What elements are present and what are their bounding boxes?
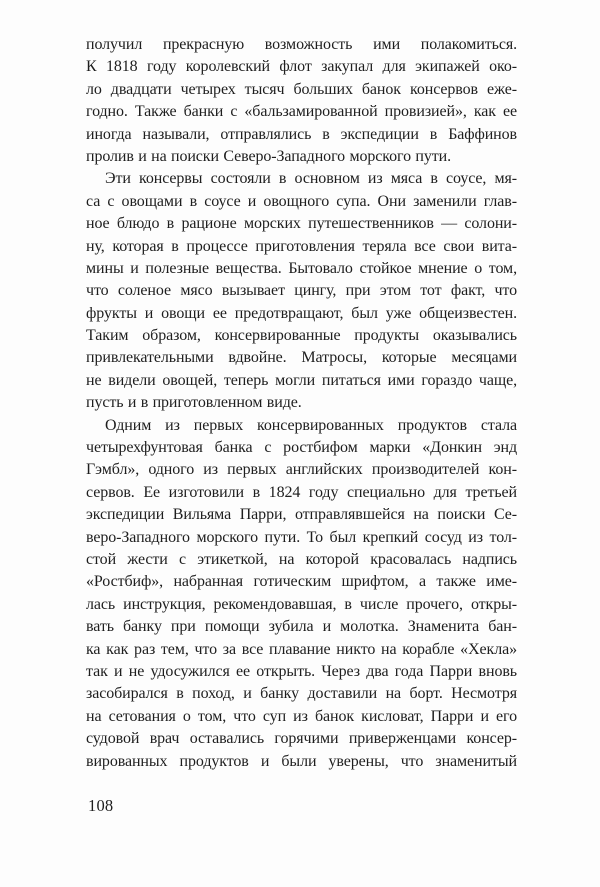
text-line: годно. Также банки с «бальзамированной провизией», как ее (86, 103, 517, 121)
text-line: привлекательными вдвойне. Матросы, которые месяцами (86, 349, 517, 367)
text-line: на сетования о том, что суп из банок кисловат, Парри и его (86, 707, 517, 725)
text-line: экспедиции Вильяма Парри, отправлявшейся на поиски Се- (86, 506, 517, 524)
text-line: веро-Западного морского пути. То был крепкий сосуд из тол- (86, 528, 517, 546)
text-line: что соленое мясо вызывает цингу, при этом тот факт, что (86, 282, 517, 300)
text-line: Гэмбл», одного из первых английских производителей кон- (86, 461, 517, 479)
page-number: 108 (88, 796, 114, 815)
text-line: Эти консервы состояли в основном из мяса в соусе, мя- (105, 170, 517, 188)
text-line: четырехфунтовая банка с ростбифом марки «Донкин энд (86, 439, 517, 457)
text-line: К 1818 году королевский флот закупал для экипажей око- (86, 58, 517, 76)
text-line: засобирался в поход, и банку доставили на борт. Несмотря (86, 685, 517, 703)
text-line: вать банку при помощи зубила и молотка. Знаменита бан- (86, 618, 517, 636)
text-line: «Ростбиф», набранная готическим шрифтом, а также име- (86, 573, 517, 591)
paragraph (86, 415, 517, 773)
text-line: са с овощами в соусе и овощного супа. Они заменили глав- (86, 192, 517, 210)
text-line: получил прекрасную возможность ими полакомиться. (86, 36, 517, 53)
text-line: не видели овощей, теперь могли питаться ими гораздо чаще, (86, 371, 517, 389)
text-line: Одним из первых консервированных продуктов стала (105, 416, 517, 434)
text-line: ное блюдо в рационе морских путешественников — солони- (86, 215, 517, 233)
text-line: ка как раз тем, что за все плавание никто на корабле «Хекла» (86, 640, 517, 658)
text-line: пролив и на поиски Северо-Западного морского пути. (86, 147, 452, 165)
text-line: лась инструкция, рекомендовавшая, в числе прочего, откры- (86, 595, 517, 613)
text-line: судовой врач оставались горячими приверженцами консер- (86, 730, 517, 748)
text-line: пусть и в приготовленном виде. (86, 394, 302, 412)
text-line: иногда называли, отправлялись в экспедиции в Баффинов (86, 125, 517, 143)
text-line: сервов. Ее изготовили в 1824 году специально для третьей (86, 483, 517, 501)
text-line: фрукты и овощи ее предотвращают, был уже общеизвестен. (86, 304, 517, 322)
body-text (86, 34, 517, 773)
paragraph (86, 168, 517, 414)
text-line: ло двадцати четырех тысяч больших банок консервов еже- (86, 80, 517, 98)
paragraph (86, 34, 517, 168)
text-line: стой жести с этикеткой, на которой красовалась надпись (86, 550, 517, 568)
text-line: мины и полезные вещества. Бытовало стойкое мнение о том, (86, 259, 517, 277)
text-line: ну, которая в процессе приготовления теряла все свои вита- (86, 237, 517, 255)
text-line: так и не удосужился ее открыть. Через два года Парри вновь (86, 662, 517, 680)
text-line: вированных продуктов и были уверены, что знаменитый (86, 752, 517, 770)
text-line: Таким образом, консервированные продукты оказывались (86, 327, 517, 345)
